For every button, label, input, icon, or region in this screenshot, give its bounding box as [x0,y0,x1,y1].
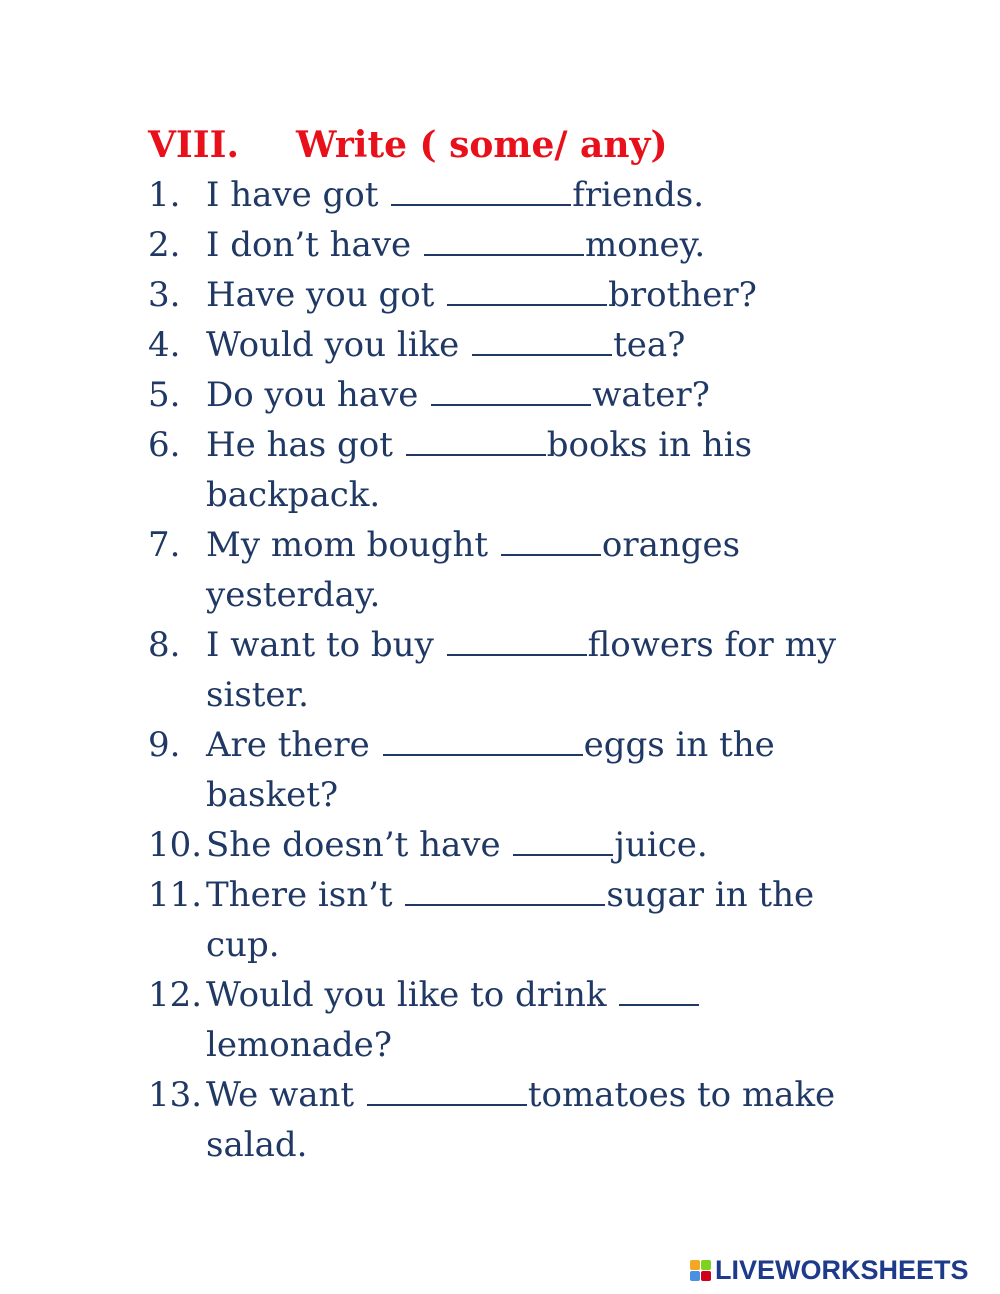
answer-blank[interactable] [391,170,571,206]
exercise-sentence [206,520,846,620]
exercise-sentence [206,420,846,520]
sentence-start: I have got [206,175,390,215]
answer-blank[interactable] [383,720,583,756]
exercise-number: 1. [148,175,181,215]
exercise-number: 8. [148,625,181,665]
sentence-start: Do you have [206,375,430,415]
exercise-number: 7. [148,525,181,565]
sentence-end: money. [584,225,706,265]
answer-blank[interactable] [405,870,605,906]
exercise-item [148,270,908,320]
answer-blank[interactable] [424,220,584,256]
logo-square-icon [701,1271,711,1281]
sentence-start: There isn’t [206,875,404,915]
answer-blank[interactable] [513,820,613,856]
exercise-sentence [206,620,846,720]
section-heading [148,120,908,170]
answer-blank[interactable] [447,620,587,656]
sentence-end: brother? [608,275,757,315]
sentence-start: My mom bought [206,525,499,565]
answer-blank[interactable] [619,970,699,1006]
liveworksheets-logo [690,1253,969,1287]
sentence-end: flowers for my sister. [206,625,837,715]
answer-blank[interactable] [406,420,546,456]
sentence-start: He has got [206,425,404,465]
sentence-start: Are there [206,725,381,765]
sentence-start: We want [206,1075,365,1115]
answer-blank[interactable] [447,270,607,306]
exercise-number: 11. [148,875,203,915]
exercise-number: 2. [148,225,181,265]
exercise-number: 4. [148,325,181,365]
exercise-number: 6. [148,425,181,465]
logo-text: LIVEWORKSHEETS [715,1254,969,1285]
sentence-start: Have you got [206,275,446,315]
exercise-number: 3. [148,275,181,315]
sentence-end: juice. [614,825,708,865]
sentence-start: Would you like to drink [206,975,618,1015]
exercise-sentence [206,970,846,1070]
exercise-number: 13. [148,1075,203,1115]
sentence-end: friends. [572,175,704,215]
sentence-end: sugar in the cup. [206,875,815,965]
worksheet [148,120,908,1170]
section-instruction: Write ( some/ any) [296,124,668,166]
exercise-sentence [206,370,846,420]
exercise-number: 10. [148,825,203,865]
sentence-end: water? [592,375,710,415]
logo-mark-icon [690,1260,711,1281]
exercise-item [148,720,908,820]
exercise-item [148,870,908,970]
logo-square-icon [690,1260,700,1270]
exercise-item [148,420,908,520]
exercise-sentence [206,320,846,370]
logo-square-icon [701,1260,711,1270]
exercise-item [148,370,908,420]
sentence-start: She doesn’t have [206,825,512,865]
exercise-sentence [206,170,846,220]
exercise-sentence [206,820,846,870]
sentence-end: books in his backpack. [206,425,753,515]
answer-blank[interactable] [501,520,601,556]
exercise-item [148,1070,908,1170]
sentence-end: eggs in the basket? [206,725,775,815]
exercise-sentence [206,870,846,970]
answer-blank[interactable] [431,370,591,406]
exercise-sentence [206,270,846,320]
logo-square-icon [690,1271,700,1281]
exercise-sentence [206,220,846,270]
exercise-list [148,170,908,1170]
sentence-end: oranges yesterday. [206,525,741,615]
exercise-sentence [206,720,846,820]
sentence-start: I want to buy [206,625,445,665]
exercise-item [148,320,908,370]
exercise-item [148,520,908,620]
exercise-number: 12. [148,975,203,1015]
sentence-start: Would you like [206,325,471,365]
exercise-item [148,970,908,1070]
answer-blank[interactable] [472,320,612,356]
answer-blank[interactable] [367,1070,527,1106]
exercise-item [148,820,908,870]
exercise-item [148,170,908,220]
exercise-item [148,220,908,270]
sentence-end: lemonade? [206,1025,392,1065]
exercise-item [148,620,908,720]
exercise-sentence [206,1070,846,1170]
exercise-number: 9. [148,725,181,765]
sentence-end: tea? [613,325,686,365]
exercise-number: 5. [148,375,181,415]
sentence-start: I don’t have [206,225,422,265]
section-number: VIII. [148,124,239,166]
sentence-end: tomatoes to make salad. [206,1075,836,1165]
